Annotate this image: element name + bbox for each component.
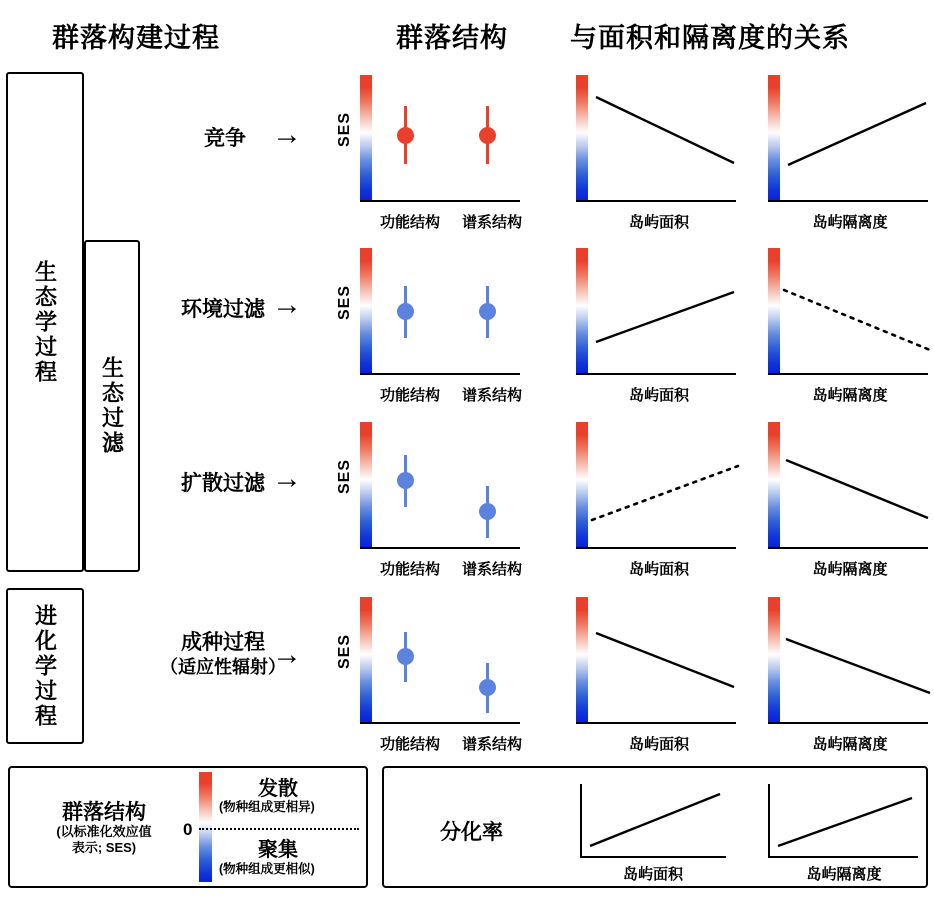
gradient-bar-isolation-row-4 (768, 597, 780, 722)
ses-gradient-bar-row-2 (360, 248, 372, 373)
arrow-row-3: → (272, 462, 302, 495)
gradient-bar-area-row-2 (576, 248, 588, 373)
arrow-row-4: → (272, 638, 302, 671)
ses-xlabel-row-3-phylo: 谱系结构 (461, 561, 522, 578)
category-box-evolutionary (6, 588, 84, 744)
point-row-4-functional (397, 648, 414, 665)
process-label-competition-text: 竞争 (204, 127, 246, 150)
ses-gradient-bar-row-1 (360, 75, 372, 200)
ses-x-axis-row-4 (360, 722, 520, 724)
category-label-evolutionary: 进化学过程 (32, 603, 58, 729)
point-row-4-phylo (479, 679, 496, 696)
trend-line-area-row-2 (588, 248, 738, 374)
diversification-trend-area (582, 784, 728, 858)
trend-line-isolation-row-3 (780, 422, 930, 548)
gradient-bar-area-row-3 (576, 422, 588, 547)
legend-zero-label: 0 (183, 820, 193, 839)
ses-x-axis-row-3 (360, 547, 520, 549)
gradient-bar-area-row-4 (576, 597, 588, 722)
legend-subtitle-line1: (以标准化效应值 (56, 824, 152, 839)
gradient-bar-area-row-1 (576, 75, 588, 200)
category-box-ecological (6, 72, 84, 572)
legend-title: 群落结构 (62, 801, 146, 824)
diversification-trend-isolation (770, 784, 920, 858)
gradient-bar-isolation-row-2 (768, 248, 780, 373)
process-label-env-filtering-text: 环境过滤 (181, 298, 265, 321)
gradient-bar-isolation-row-3 (768, 422, 780, 547)
title-right: 与面积和隔离度的关系 (570, 23, 850, 53)
legend-subtitle (22, 824, 186, 855)
ses-xlabel-row-3-functional: 功能结构 (379, 561, 440, 578)
ses-xlabel-row-4-functional: 功能结构 (379, 736, 440, 753)
xlabel-isolation-row-3: 岛屿隔离度 (812, 561, 888, 578)
xlabel-area-row-3: 岛屿面积 (628, 561, 689, 578)
legend-subtitle-line2: 表示; SES) (71, 839, 137, 855)
trend-line-isolation-row-4 (780, 597, 932, 723)
legend-zero-line (199, 828, 359, 830)
ses-gradient-bar-row-4 (360, 597, 372, 722)
ses-xlabel-row-1-phylo: 谱系结构 (461, 214, 522, 231)
point-row-1-functional (397, 127, 414, 144)
legend-gradient-bar (199, 772, 212, 882)
point-row-2-functional (397, 303, 414, 320)
category-box-filtering (84, 240, 140, 572)
legend-top-word: 发散 (258, 778, 298, 800)
ses-axis-label-row-4: SES (336, 634, 353, 670)
diversification-xlabel-area: 岛屿面积 (622, 866, 683, 883)
xlabel-isolation-row-1: 岛屿隔离度 (812, 214, 888, 231)
ses-gradient-bar-row-3 (360, 422, 372, 547)
point-row-2-phylo (479, 303, 496, 320)
ses-xlabel-row-2-phylo: 谱系结构 (461, 387, 522, 404)
category-label-filtering: 生态过滤 (99, 356, 125, 456)
ses-axis-label-row-2: SES (336, 285, 353, 321)
xlabel-area-row-4: 岛屿面积 (628, 736, 689, 753)
legend-bottom-note: (物种组成更相似) (219, 862, 315, 876)
ses-xlabel-row-2-functional: 功能结构 (379, 387, 440, 404)
ses-axis-label-row-3: SES (336, 459, 353, 495)
diversification-title: 分化率 (440, 821, 503, 844)
ses-xlabel-row-1-functional: 功能结构 (379, 214, 440, 231)
category-label-ecological: 生态学过程 (32, 259, 58, 385)
xlabel-area-row-1: 岛屿面积 (628, 214, 689, 231)
ses-x-axis-row-1 (360, 200, 520, 202)
trend-line-area-row-3 (588, 422, 740, 548)
title-middle: 群落结构 (396, 23, 508, 53)
legend-bottom-word: 聚集 (258, 839, 298, 861)
xlabel-isolation-row-4: 岛屿隔离度 (812, 736, 888, 753)
process-label-competition (160, 126, 290, 152)
process-label-dispersal-filtering-text: 扩散过滤 (181, 472, 265, 495)
ses-axis-label-row-1: SES (336, 112, 353, 148)
trend-line-isolation-row-2 (780, 248, 932, 374)
process-sublabel-speciation: （适应性辐射） (160, 657, 286, 678)
xlabel-isolation-row-2: 岛屿隔离度 (812, 387, 888, 404)
diversification-xlabel-isolation: 岛屿隔离度 (806, 866, 882, 883)
trend-line-area-row-1 (588, 75, 738, 201)
point-row-1-phylo (479, 127, 496, 144)
process-label-speciation-text: 成种过程 (181, 631, 265, 654)
ses-x-axis-row-2 (360, 373, 520, 375)
trend-line-area-row-4 (588, 597, 738, 723)
xlabel-area-row-2: 岛屿面积 (628, 387, 689, 404)
arrow-row-1: → (272, 118, 302, 151)
ses-xlabel-row-4-phylo: 谱系结构 (461, 736, 522, 753)
title-left: 群落构建过程 (52, 23, 220, 53)
arrow-row-2: → (272, 288, 302, 321)
point-row-3-functional (397, 472, 414, 489)
trend-line-isolation-row-1 (780, 75, 930, 201)
point-row-3-phylo (479, 503, 496, 520)
legend-top-note: (物种组成更相异) (219, 800, 315, 814)
gradient-bar-isolation-row-1 (768, 75, 780, 200)
